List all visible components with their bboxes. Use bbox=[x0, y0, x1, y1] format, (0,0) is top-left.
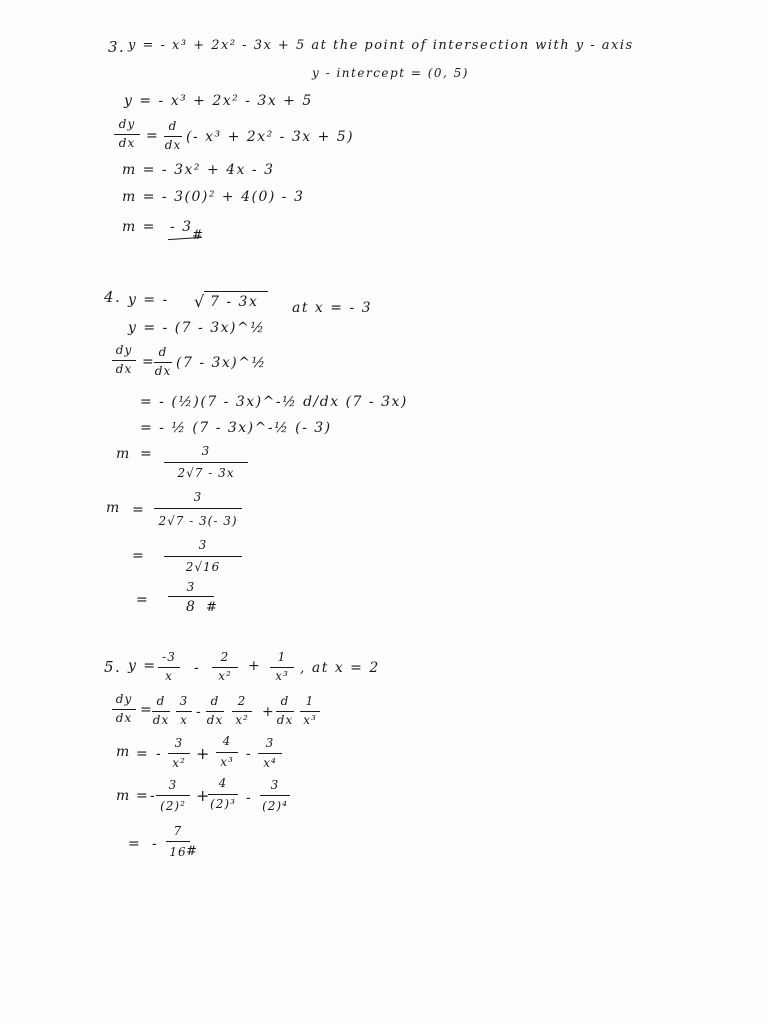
q5-l4-c-num: 3 bbox=[270, 778, 280, 792]
q5-l3-plus: + bbox=[196, 744, 211, 763]
q3-line-5: m = bbox=[122, 219, 156, 235]
q5-l4-a-den: (2)² bbox=[160, 799, 186, 813]
q3-line-4: m = - 3(0)² + 4(0) - 3 bbox=[122, 189, 305, 205]
q5-t2-num: 2 bbox=[220, 650, 230, 664]
q3-dydx-bar bbox=[114, 134, 140, 135]
q3-line-2-rhs: (- x³ + 2x² - 3x + 5) bbox=[186, 129, 355, 145]
q4-statement-lhs: y = - bbox=[128, 292, 169, 308]
q5-dx: dx bbox=[115, 711, 133, 725]
q4-statement-at: at x = - 3 bbox=[292, 300, 373, 316]
q5-l2-a-bar bbox=[176, 711, 192, 712]
q4-radicand: 7 - 3x bbox=[210, 294, 259, 310]
q4-frac-3-bar bbox=[164, 556, 242, 557]
q5-d-a: d bbox=[156, 694, 166, 708]
q5-l3-c-num: 3 bbox=[265, 736, 275, 750]
q3-equals-1: = bbox=[146, 128, 160, 144]
q5-ans-den: 16 bbox=[169, 845, 187, 859]
q4-answer-mark: # bbox=[206, 600, 219, 615]
q5-l2-minus: - bbox=[196, 704, 203, 720]
q5-l2-plus: + bbox=[262, 704, 276, 720]
q5-l2-c-bar bbox=[300, 711, 320, 712]
q5-t2-den: x² bbox=[218, 669, 232, 683]
q5-eq-3: = bbox=[128, 836, 142, 852]
q5-answer-mark: # bbox=[186, 844, 199, 859]
q4-line-3: = - (½)(7 - 3x)^-½ d/dx (7 - 3x) bbox=[140, 394, 408, 410]
q5-t1-num: -3 bbox=[162, 650, 176, 664]
q3-line-1: y = - x³ + 2x² - 3x + 5 bbox=[124, 93, 313, 109]
q4-m-2: m bbox=[106, 500, 121, 516]
q3-intercept: y - intercept = (0, 5) bbox=[312, 66, 469, 80]
q5-l4-b-den: (2)³ bbox=[210, 797, 236, 811]
q4-frac-2-bar bbox=[154, 508, 242, 509]
q5-minus: - bbox=[194, 660, 201, 676]
q3-d: d bbox=[168, 119, 178, 133]
q5-t1-den: x bbox=[165, 669, 173, 683]
q5-l2-b-num: 2 bbox=[237, 694, 247, 708]
q5-l3-c-den: x⁴ bbox=[263, 756, 277, 770]
q5-l2-b-bar bbox=[232, 711, 252, 712]
q5-l3-b-num: 4 bbox=[222, 734, 232, 748]
q3-answer: - 3 bbox=[170, 219, 193, 235]
q5-dx-a: dx bbox=[152, 713, 170, 727]
q5-t1-bar bbox=[158, 667, 180, 668]
q5-l2-a-num: 3 bbox=[179, 694, 189, 708]
q5-l3-b-den: x³ bbox=[220, 755, 234, 769]
q4-d: d bbox=[158, 345, 168, 359]
q5-t3-bar bbox=[270, 667, 294, 668]
q3-statement: y = - x³ + 2x² - 3x + 5 at the point of intersection with y - axis bbox=[128, 38, 634, 53]
q5-t2-bar bbox=[212, 667, 238, 668]
q4-frac-4-bar bbox=[168, 596, 214, 597]
q5-l4-b-num: 4 bbox=[218, 776, 228, 790]
q5-l4-plus: + bbox=[196, 786, 211, 805]
q4-frac-1-den: 2√7 - 3x bbox=[177, 466, 235, 480]
q5-at: , at x = 2 bbox=[300, 660, 380, 676]
q5-y-eq: y = bbox=[128, 658, 157, 674]
q5-l3-b-bar bbox=[216, 752, 238, 753]
q3-number: 3. bbox=[108, 38, 126, 56]
q5-m-1: m bbox=[116, 744, 131, 760]
q5-l4-a-num: 3 bbox=[168, 778, 178, 792]
q4-frac-1-num: 3 bbox=[201, 444, 211, 458]
q4-eq-1: = bbox=[140, 446, 154, 462]
q4-frac-2-den: 2√7 - 3(- 3) bbox=[158, 514, 238, 528]
q5-l3-minus: - bbox=[246, 746, 253, 762]
q5-d-b-bar bbox=[206, 711, 224, 712]
q5-number: 5. bbox=[104, 658, 122, 676]
q5-l3-a-den: x² bbox=[172, 756, 186, 770]
q4-equals-1: = bbox=[142, 354, 156, 370]
q4-dx-2: dx bbox=[154, 364, 172, 378]
q4-frac-3-num: 3 bbox=[198, 538, 208, 552]
q5-l2-b-den: x² bbox=[235, 713, 249, 727]
q5-equals-1: = bbox=[140, 702, 154, 718]
q5-dy: dy bbox=[115, 692, 133, 706]
q5-l3-c-bar bbox=[258, 753, 282, 754]
q5-ans-sign: - bbox=[152, 836, 159, 852]
q4-sqrt-symbol: √ bbox=[194, 292, 206, 311]
q4-frac-3-den: 2√16 bbox=[185, 560, 221, 574]
q5-dx-c: dx bbox=[276, 713, 294, 727]
q4-dydx-bar bbox=[112, 360, 136, 361]
q4-line-4: = - ½ (7 - 3x)^-½ (- 3) bbox=[140, 420, 332, 436]
q3-ddx-bar bbox=[164, 136, 182, 137]
q4-eq-2: = bbox=[132, 502, 146, 518]
q5-ans-bar bbox=[166, 841, 190, 842]
q5-dydx-bar bbox=[112, 709, 136, 710]
q3-answer-mark: # bbox=[192, 228, 205, 243]
q5-l3-sign: - bbox=[156, 746, 163, 762]
q4-frac-4-den: 8 bbox=[186, 599, 196, 615]
q5-l4-sign: - bbox=[150, 788, 157, 804]
q4-line-2-rhs: (7 - 3x)^½ bbox=[176, 355, 267, 371]
q4-eq-4: = bbox=[136, 592, 150, 608]
q5-eq-2: = bbox=[136, 788, 150, 804]
q4-frac-1-bar bbox=[164, 462, 248, 463]
q5-t3-num: 1 bbox=[277, 650, 287, 664]
q5-l2-a-den: x bbox=[180, 713, 188, 727]
q4-number: 4. bbox=[104, 288, 122, 306]
q5-d-c: d bbox=[280, 694, 290, 708]
q5-l3-a-num: 3 bbox=[174, 736, 184, 750]
q5-dx-b: dx bbox=[206, 713, 224, 727]
q5-d-c-bar bbox=[276, 711, 294, 712]
q3-dx: dx bbox=[118, 136, 136, 150]
q3-dy: dy bbox=[118, 117, 136, 131]
q5-d-a-bar bbox=[152, 711, 170, 712]
q3-dx-2: dx bbox=[164, 138, 182, 152]
q4-eq-3: = bbox=[132, 548, 146, 564]
q4-frac-4-num: 3 bbox=[186, 580, 196, 594]
q5-l2-c-num: 1 bbox=[305, 694, 315, 708]
q3-line-3: m = - 3x² + 4x - 3 bbox=[122, 162, 275, 178]
q5-l4-minus: - bbox=[246, 790, 253, 806]
q5-eq-1: = bbox=[136, 746, 150, 762]
q4-ddx-bar bbox=[154, 362, 172, 363]
q5-l4-b-bar bbox=[208, 794, 238, 795]
q5-t3-den: x³ bbox=[275, 669, 289, 683]
q5-ans-num: 7 bbox=[173, 824, 183, 838]
q5-plus: + bbox=[248, 658, 262, 674]
q4-dx: dx bbox=[115, 362, 133, 376]
q5-l4-a-bar bbox=[156, 795, 190, 796]
q4-sqrt-bar bbox=[204, 291, 268, 292]
q5-l2-c-den: x³ bbox=[303, 713, 317, 727]
q5-l3-a-bar bbox=[168, 753, 190, 754]
q5-d-b: d bbox=[210, 694, 220, 708]
q5-l4-c-den: (2)⁴ bbox=[262, 799, 288, 813]
q4-m-1: m bbox=[116, 446, 131, 462]
q5-l4-c-bar bbox=[260, 795, 290, 796]
q4-dy: dy bbox=[115, 343, 133, 357]
q5-m-2: m bbox=[116, 788, 131, 804]
q4-frac-2-num: 3 bbox=[193, 490, 203, 504]
q4-line-1: y = - (7 - 3x)^½ bbox=[128, 320, 266, 336]
